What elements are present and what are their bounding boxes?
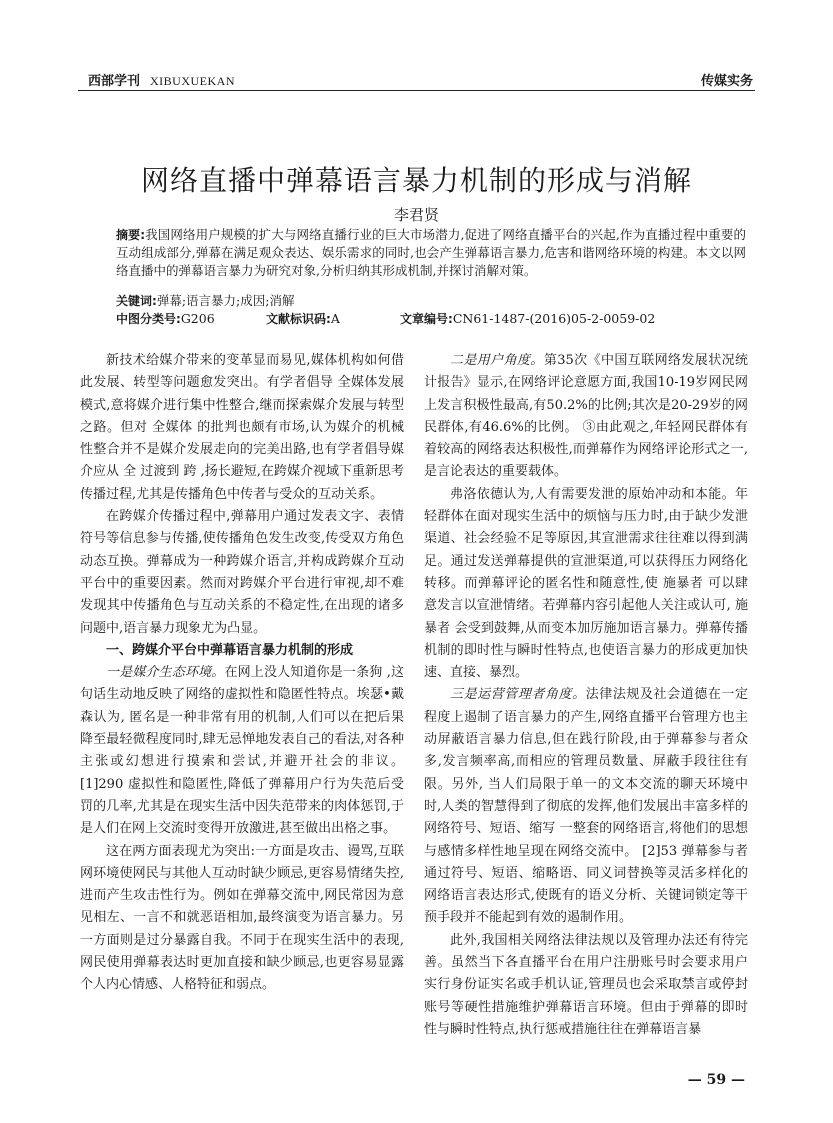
article-number-label: 文章编号: bbox=[400, 312, 453, 326]
section-name: 传媒实务 bbox=[700, 74, 753, 89]
clc-label: 中图分类号: bbox=[116, 312, 181, 326]
keywords-text: 弹幕;语言暴力;成因;消解 bbox=[156, 293, 295, 308]
section-heading: 一、跨媒介平台中弹幕语言暴力机制的形成 bbox=[106, 642, 354, 658]
doc-label: 文献标识码: bbox=[266, 312, 331, 326]
abstract bbox=[116, 226, 746, 280]
abstract-label: 摘要: bbox=[116, 228, 146, 242]
journal-name-cn: 西部学刊 bbox=[88, 74, 141, 89]
paragraph: 此外,我国相关网络法律法规以及管理办法还有待完善。虽然当下各直播平台在用户注册账号时会要求用户实行身份证实名或手机认证,管理员也会采取禁言或停封账号等硬性措施维护弹幕语言环境。但由于弹幕的即时性与瞬时性特点,执行惩戒措施往往在弹幕语言暴 bbox=[424, 932, 748, 1037]
paragraph: 弗洛依德认为,人有需要发泄的原始冲动和本能。年轻群体在面对现实生活中的烦恼与压力时,由于缺少发泄渠道、社会经验不足等原因,其宣泄需求往往难以得到满足。通过发送弹幕提供的宣泄渠道,可以获得压力网络化转移。而弹幕评论的匿名性和随意性,使 施暴者 可以肆意发言以宣泄情绪。若弹幕内容引起他人关注或认可, 施暴者 会受到鼓舞,从而变本加厉施加语言暴力。弹幕传播机制的即时性与瞬时性特点,也使语言暴力的形成更加快速、直接、暴烈。 bbox=[424, 486, 748, 681]
paragraph bbox=[424, 684, 748, 929]
paragraph bbox=[80, 662, 404, 840]
article-number-value: CN61-1487-(2016)05-2-0059-02 bbox=[452, 311, 656, 326]
paragraph-body: 在网上没人知道你是一条狗 ,这句话生动地反映了网络的虚拟性和隐匿性特点。埃瑟•戴森认为, 匿名是一种非常有用的机制,人们可以在把后果降至最轻微程度同时,肆无忌惮地发表自己的看法,对各种主张或幻想进行摸索和尝试,并避开社会的非议。 [1]290 虚拟性和隐匿性,降低了弹幕用户行为失范后受罚的几率,尤其是在现实生活中因失范带来的肉体惩罚,于是人们在网上交流时变得开放激进,甚至做出出格之事。 bbox=[80, 665, 404, 837]
running-header bbox=[88, 70, 753, 90]
left-column bbox=[80, 350, 404, 997]
right-column bbox=[424, 350, 748, 1041]
author-name: 李君贤 bbox=[393, 206, 439, 224]
paragraph-body: 法律法规及社会道德在一定程度上遏制了语言暴力的产生,网络直播平台管理方也主动屏蔽语言暴力信息,但在践行阶段,由于弹幕参与者众多,发言频率高,而相应的管理员数量、屏蔽手段往往有限。另外, 当人们局限于单一的文本交流的聊天环境中时,人类的智慧得到了彻底的发挥,他们发展出丰富多样的网络符号、短语、缩写 一整套的网络语言,将他们的思想与感情多样性地呈现在网络交流中。 [2]53 弹幕参与者通过符号、短语、缩略语、同义词替换等灵活多样化的网络语言表达形式,使既有的语义分析、关键词锁定等干预手段并不能起到有效的遏制作用。 bbox=[424, 687, 748, 926]
journal-name bbox=[88, 70, 235, 89]
paragraph-lead: 二是用户角度。 bbox=[450, 353, 544, 368]
paragraph bbox=[424, 350, 748, 484]
clc-value: G206 bbox=[180, 311, 215, 326]
keywords-label: 关键词: bbox=[116, 294, 157, 308]
article-number bbox=[400, 310, 655, 328]
header-rule bbox=[78, 90, 755, 91]
article-title: 网络直播中弹幕语言暴力机制的形成与消解 bbox=[140, 163, 692, 197]
journal-name-en: XIBUXUEKAN bbox=[150, 74, 236, 88]
paragraph-lead: 三是运营管理者角度。 bbox=[450, 687, 586, 703]
page-number: — 59 — bbox=[687, 1072, 745, 1088]
doc-value: A bbox=[330, 311, 340, 326]
paragraph: 新技术给媒介带来的变革显而易见,媒体机构如何借此发展、转型等问题愈发突出。有学者倡导 全媒体发展模式,意将媒介进行集中性整合,继而探索媒介发展与转型之路。但对 全媒体 的批判也颇有市场,认为媒介的机械性整合并不是媒介发展走向的完美出路,也有学者倡导媒介应从 全 过渡到 跨 ,扬长避短,在跨媒介视域下重新思考传播过程,尤其是传播角色中传者与受众的互动关系。 bbox=[80, 353, 404, 502]
paragraph: 这在两方面表现尤为突出:一方面是攻击、谩骂,互联网环境使网民与其他人互动时缺少顾忌,更容易情绪失控,进而产生攻击性行为。例如在弹幕交流中,网民常因为意见相左、一言不和就恶语相加,最终演变为语言暴力。另一方面则是过分暴露自我。不同于在现实生活中的表现,网民使用弹幕表达时更加直接和缺少顾忌,也更容易显露个人内心情感、人格特征和弱点。 bbox=[80, 843, 404, 993]
paragraph: 在跨媒介传播过程中,弹幕用户通过发表文字、表情符号等信息参与传播,使传播角色发生改变,传受双方角色动态互换。弹幕成为一种跨媒介语言,并构成跨媒介互动平台中的重要因素。然而对跨媒介平台进行审视,却不难发现其中传播角色与互动关系的不稳定性,在出现的诸多问题中,语言暴力现象尤为凸显。 bbox=[80, 509, 404, 636]
paragraph-lead: 一是媒介生态环境。 bbox=[106, 665, 225, 681]
abstract-text: 我国网络用户规模的扩大与网络直播行业的巨大市场潜力,促进了网络直播平台的兴起,作为直播过程中重要的互动组成部分,弹幕在满足观众表达、娱乐需求的同时,也会产生弹幕语言暴力,危害和谐网络环境的构建。本文以网络直播中的弹幕语言暴力为研究对象,分析归纳其形成机制,并探讨消解对策。 bbox=[116, 227, 746, 278]
doc-code bbox=[266, 310, 340, 328]
paragraph-body: 第35次《中国互联网络发展状况统计报告》显示,在网络评论意愿方面,我国10-19岁网民网上发言积极性最高,有50.2%的比例;其次是20-29岁的网民群体,有46.6%的比例。 ③由此观之,年轻网民群体有着较高的网络表达积极性,而弹幕作为网络评论形式之一,是言论表达的重要载体。 bbox=[424, 353, 748, 480]
keywords bbox=[116, 292, 746, 310]
clc-code bbox=[116, 310, 215, 328]
